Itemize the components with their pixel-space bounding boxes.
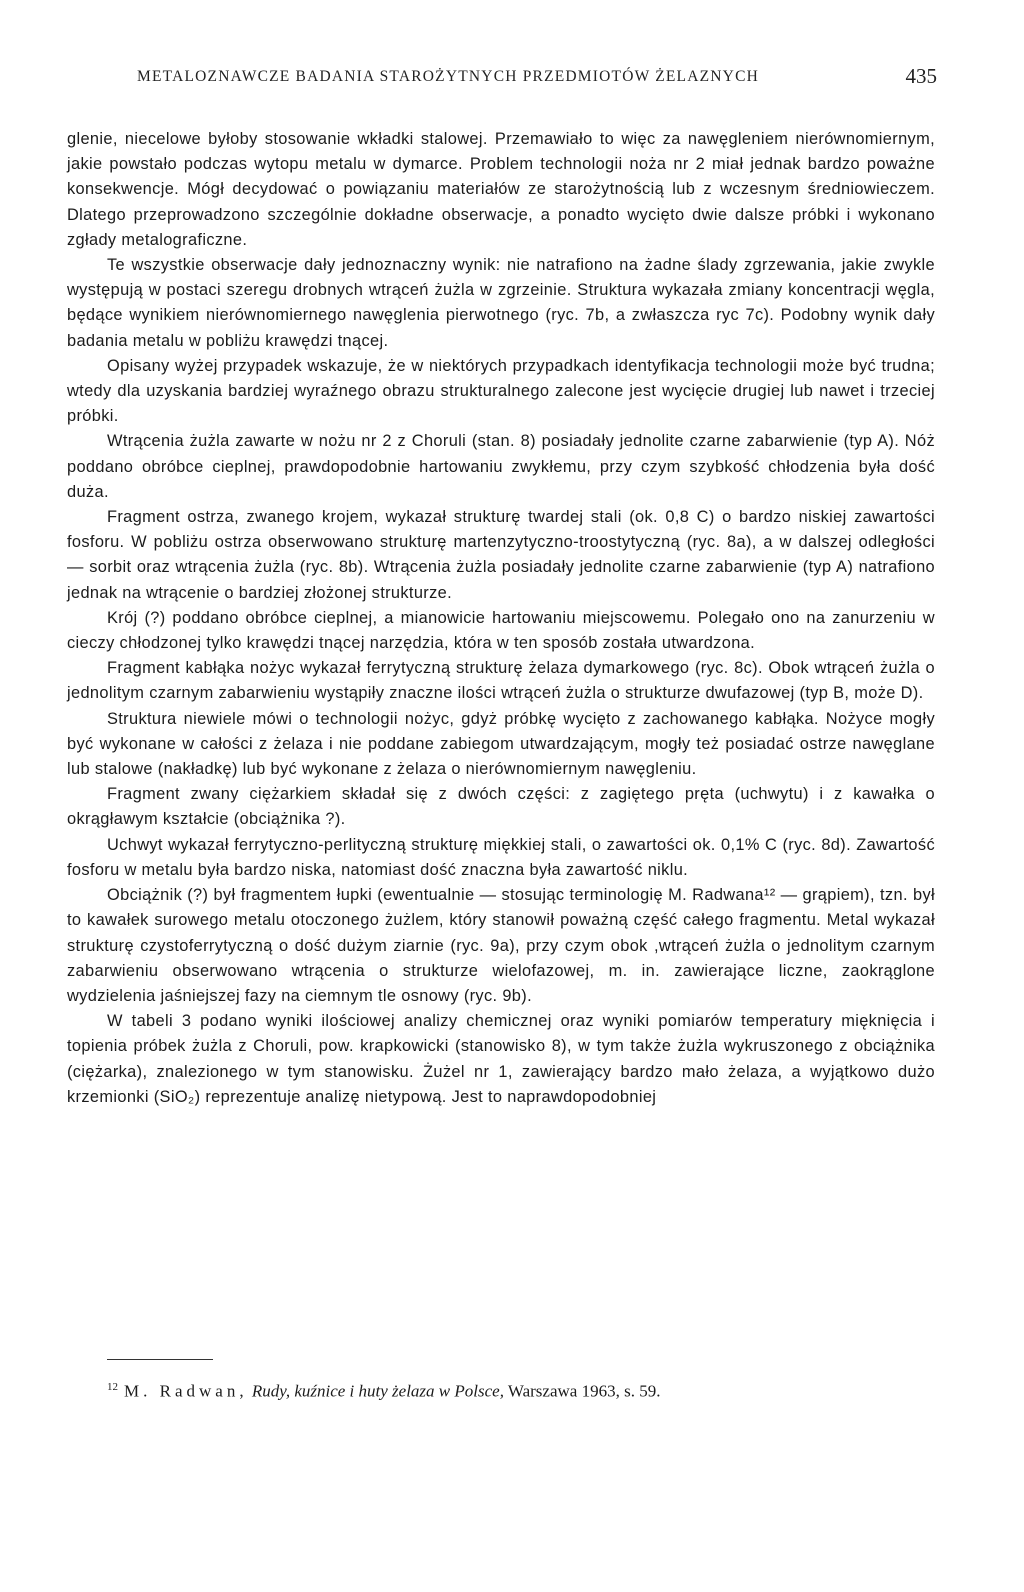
paragraph: Fragment ostrza, zwanego krojem, wykazał strukturę twardej stali (ok. 0,8 C) o bardzo niskiej zawartości fosforu. W pobliżu ostrza obserwowano strukturę martenzytyczno-troostytyczną (ryc. 8a), a w dalszej odległości — sorbit oraz wtrącenia żużla (ryc. 8b). Wtrącenia żużla posiadały jednolite czarne zabarwienie (typ A) natrafiono jednak na wtrącenie o bardziej złożonej strukturze.	[67, 508, 935, 602]
paragraph: Uchwyt wykazał ferrytyczno-perlityczną strukturę miękkiej stali, o zawartości ok. 0,1% C (ryc. 8d). Zawartość fosforu w metalu była bardzo niska, natomiast dość znaczna była zawartość niklu.	[67, 835, 935, 879]
running-title: METALOZNAWCZE BADANIA STAROŻYTNYCH PRZEDMIOTÓW ŻELAZNYCH	[137, 68, 760, 85]
paragraph: Wtrącenia żużla zawarte w nożu nr 2 z Choruli (stan. 8) posiadały jednolite czarne zabarwienie (typ A). Nóż poddano obróbce cieplnej, prawdopodobnie hartowaniu zwykłemu, przy czym szybkość chłodzenia była dość duża.	[67, 432, 935, 501]
paragraph: glenie, niecelowe byłoby stosowanie wkładki stalowej. Przemawiało to więc za nawęgleniem nierównomiernym, jakie powstało podczas wytopu metalu w dymarce. Problem technologii noża nr 2 miał jednak bardzo poważne konsekwencje. Mógł decydować o powiązaniu materiałów ze starożytnością lub z wczesnym średniowieczem. Dlatego przeprowadzono szczególnie dokładne obserwacje, a ponadto wycięto dwie dalsze próbki i wykonano zgłady metalograficzne.	[67, 130, 935, 249]
page-number: 435	[905, 64, 937, 88]
footnote-author: M. Radwan,	[124, 1381, 248, 1401]
paragraph: Obciążnik (?) był fragmentem łupki (ewentualnie — stosując terminologię M. Radwana¹² — grąpiem), tzn. był to kawałek surowego metalu otoczonego żużlem, który stanowił poważną część całego fragmentu. Metal wykazał strukturę czystoferrytyczną o dość dużym ziarnie (ryc. 9a), przy czym obok ,wtrąceń żużla o jednolitym czarnym zabarwieniu obserwowano wtrącenia o strukturze wielofazowej, m. in. zawierające liczne, zaokrąglone wydzielenia jaśniejszej fazy na ciemnym tle osnowy (ryc. 9b).	[67, 886, 935, 1005]
running-head	[67, 64, 935, 94]
paragraph: Fragment kabłąka nożyc wykazał ferrytyczną strukturę żelaza dymarkowego (ryc. 8c). Obok wtrąceń żużla o jednolitym czarnym zabarwieniu wystąpiły znaczne ilości wtrąceń żużla o strukturze dwufazowej (typ B, może D).	[67, 659, 935, 703]
paragraph: Struktura niewiele mówi o technologii nożyc, gdyż próbkę wycięto z zachowanego kabłąka. Nożyce mogły być wykonane w całości z żelaza i nie poddane zabiegom utwardzającym, mogły też posiadać ostrze nawęglane lub stalowe (nakładkę) lub być wykonane z żelaza o nierównomiernym nawęgleniu.	[67, 709, 935, 779]
footnote-publication: Warszawa 1963, s. 59.	[507, 1381, 661, 1401]
footnote	[107, 1375, 935, 1404]
paragraph: Opisany wyżej przypadek wskazuje, że w niektórych przypadkach identyfikacja technologii może być trudna; wtedy dla uzyskania bardziej wyraźnego obrazu strukturalnego zalecone jest wycięcie drugiej lub nawet i trzeciej próbki.	[67, 356, 935, 426]
footnote-number: 12	[107, 1381, 118, 1393]
paragraph: Krój (?) poddano obróbce cieplnej, a mianowicie hartowaniu miejscowemu. Polegało ono na zanurzeniu w cieczy chłodzonej tylko krawędzi tnącej narzędzia, która w ten sposób została utwardzona.	[67, 608, 935, 653]
paragraph: Te wszystkie obserwacje dały jednoznaczny wynik: nie natrafiono na żadne ślady zgrzewania, jakie zwykle występują w postaci szeregu drobnych wtrąceń żużla w zgrzeinie. Struktura wykazała zmiany koncentracji węgla, będące wynikiem nierównomiernego nawęglenia pierwotnego (ryc. 7b, a zwłaszcza ryc 7c). Podobny wynik dały badania metalu w pobliżu krawędzi tnącej.	[67, 256, 935, 350]
paragraph: Fragment zwany ciężarkiem składał się z dwóch części: z zagiętego pręta (uchwytu) i z kawałka o okrągławym kształcie (obciążnika ?).	[67, 785, 935, 829]
footnote-divider	[107, 1359, 213, 1360]
footnote-title: Rudy, kuźnice i huty żelaza w Polsce,	[251, 1381, 504, 1401]
paragraph: W tabeli 3 podano wyniki ilościowej analizy chemicznej oraz wyniki pomiarów temperatury mięknięcia i topienia próbek żużla z Choruli, pow. krapkowicki (stanowisko 8), w tym także żużla wykruszonego z obciążnika (ciężarka), znalezionego w tym stanowisku. Żużel nr 1, zawierający bardzo mało żelaza, a wyjątkowo dużo krzemionki (SiO₂) reprezentuje analizę nietypową. Jest to naprawdopodobniej	[67, 1012, 935, 1106]
body-text	[67, 127, 935, 1110]
